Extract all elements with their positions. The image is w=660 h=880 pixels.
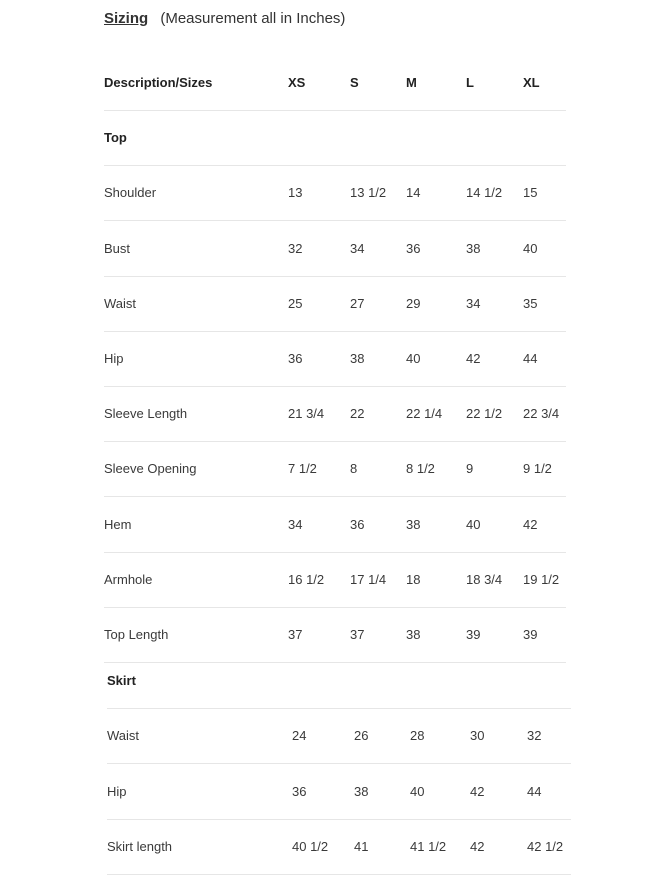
table-row-top-sleeve-opening <box>104 441 566 497</box>
table-row-top-sleeve-length <box>104 386 566 442</box>
table-row-top-bust <box>104 221 566 277</box>
size-value: 14 1/2 <box>466 185 503 201</box>
size-value: 36 <box>350 516 365 532</box>
size-value: 38 <box>354 783 369 799</box>
table-row-top-armhole <box>104 552 566 608</box>
size-value: 37 <box>288 627 303 642</box>
size-value: 28 <box>410 728 425 744</box>
row-label: Description/Sizes <box>104 75 213 90</box>
size-value: 32 <box>288 240 303 256</box>
row-label: Sleeve Length <box>104 406 188 422</box>
size-value: 8 <box>350 461 358 477</box>
table-header-row <box>104 55 566 111</box>
size-value: 36 <box>288 351 303 366</box>
size-value: 26 <box>354 728 369 744</box>
size-value: 38 <box>406 516 421 532</box>
size-value: 34 <box>288 516 303 532</box>
table-row-top-waist <box>104 276 566 332</box>
size-value: 22 3/4 <box>523 406 560 422</box>
size-value: 9 <box>466 461 474 477</box>
row-label: Skirt <box>107 673 136 689</box>
size-value: 42 <box>523 516 538 532</box>
size-value: M <box>406 75 417 90</box>
table-row-skirt-skirt-length <box>107 819 571 875</box>
size-value: 24 <box>292 728 307 744</box>
section-header-top <box>104 110 566 166</box>
row-label: Top <box>104 130 127 146</box>
size-value: 29 <box>406 295 421 311</box>
size-value: XS <box>288 75 306 90</box>
size-value: 9 1/2 <box>523 461 552 477</box>
size-value: 22 1/2 <box>466 406 503 422</box>
row-label: Bust <box>104 240 131 256</box>
size-value: 27 <box>350 295 365 311</box>
size-value: 22 1/4 <box>406 406 443 422</box>
size-value: 39 <box>466 627 481 642</box>
row-label: Sleeve Opening <box>104 461 197 477</box>
size-value: 13 <box>288 185 303 201</box>
row-label: Hem <box>104 516 132 532</box>
size-value: 16 1/2 <box>288 571 325 587</box>
size-value: 8 1/2 <box>406 461 435 477</box>
sizing-title: Sizing <box>104 10 149 27</box>
size-value: 25 <box>288 295 303 311</box>
size-value: 39 <box>523 627 538 642</box>
row-label: Waist <box>104 295 137 311</box>
size-value: 44 <box>527 783 542 799</box>
size-value: 17 1/4 <box>350 571 387 587</box>
size-value: S <box>350 75 359 90</box>
size-value: 21 3/4 <box>288 406 325 422</box>
size-value: 18 <box>406 571 421 587</box>
size-value: 42 <box>470 838 485 854</box>
size-value: 32 <box>527 728 542 744</box>
size-value: 34 <box>466 295 481 311</box>
table-row-top-hip <box>104 331 566 387</box>
row-label: Hip <box>107 783 127 799</box>
size-value: 19 1/2 <box>523 571 560 587</box>
size-value: 38 <box>350 351 365 366</box>
size-value: 40 <box>410 783 425 799</box>
size-value: 38 <box>466 240 481 256</box>
size-value: 40 <box>523 240 538 256</box>
size-value: 7 1/2 <box>288 461 317 477</box>
size-value: 36 <box>406 240 421 256</box>
size-value: 41 <box>354 838 369 854</box>
size-value: 22 <box>350 406 365 422</box>
size-value: 14 <box>406 185 421 201</box>
table-row-top-shoulder <box>104 165 566 221</box>
size-value: XL <box>523 75 540 90</box>
size-value: 40 1/2 <box>292 838 329 854</box>
row-label: Top Length <box>104 627 169 642</box>
size-value: 40 <box>466 516 481 532</box>
page-heading <box>104 10 345 27</box>
size-value: 42 1/2 <box>527 838 564 854</box>
size-value: 34 <box>350 240 365 256</box>
measurement-note: (Measurement all in Inches) <box>160 10 346 27</box>
size-value: L <box>466 75 474 90</box>
size-value: 18 3/4 <box>466 571 503 587</box>
size-value: 42 <box>466 351 481 366</box>
row-label: Shoulder <box>104 185 157 201</box>
size-value: 36 <box>292 783 307 799</box>
section-header-skirt <box>107 653 571 709</box>
size-value: 41 1/2 <box>410 838 447 854</box>
size-value: 44 <box>523 351 538 366</box>
size-value: 13 1/2 <box>350 185 387 201</box>
row-label: Skirt length <box>107 838 173 854</box>
row-label: Armhole <box>104 571 153 587</box>
size-value: 30 <box>470 728 485 744</box>
table-row-skirt-waist <box>107 708 571 764</box>
size-value: 42 <box>470 783 485 799</box>
table-row-skirt-hip <box>107 764 571 820</box>
row-label: Hip <box>104 351 124 366</box>
row-label: Waist <box>107 728 140 744</box>
size-value: 38 <box>406 627 421 642</box>
size-value: 35 <box>523 295 538 311</box>
table-row-top-hem <box>104 497 566 553</box>
size-value: 15 <box>523 185 538 201</box>
size-value: 37 <box>350 627 365 642</box>
size-value: 40 <box>406 351 421 366</box>
